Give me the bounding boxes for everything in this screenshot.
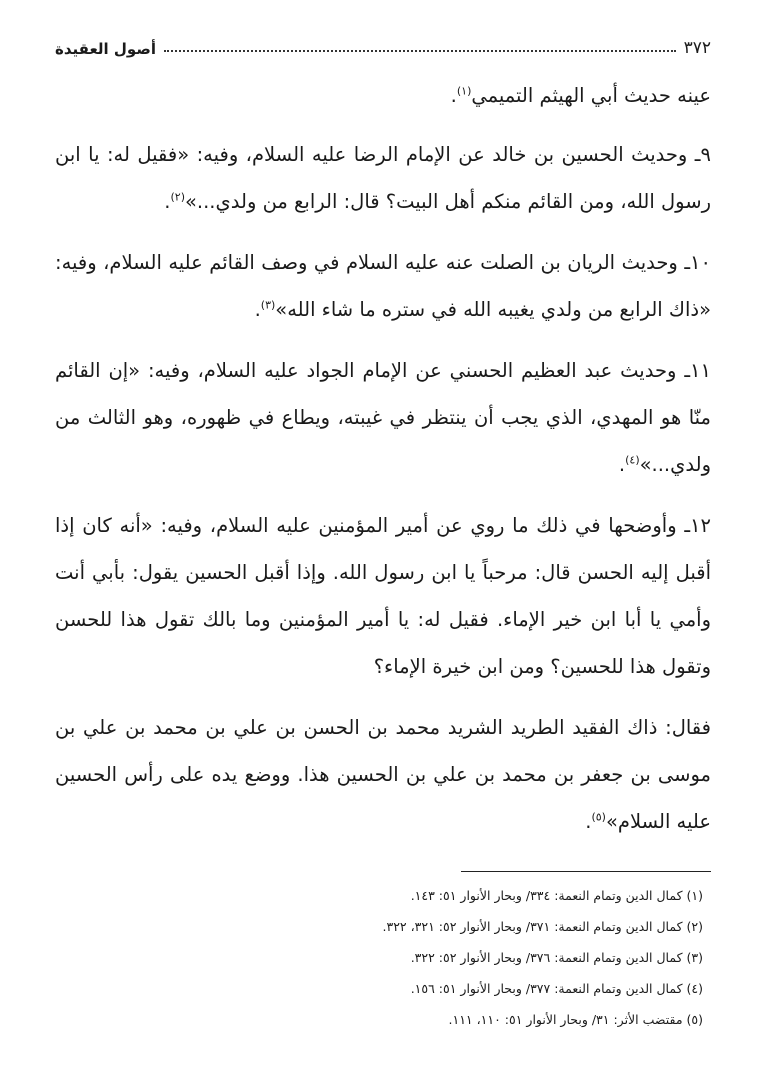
paragraph	[55, 239, 711, 333]
running-header	[55, 28, 711, 58]
paragraph-end: .	[450, 84, 457, 107]
footnote: (٢) كمال الدين وتمام النعمة: ٣٧١/ وبحار الأنوار ٥٢: ٣٢١، ٣٢٢.	[382, 919, 703, 934]
footnote: (٤) كمال الدين وتمام النعمة: ٣٧٧/ وبحار الأنوار ٥١: ١٥٦.	[410, 981, 703, 996]
paragraph-end: .	[164, 190, 171, 213]
footnotes	[55, 880, 703, 1035]
paragraph-end: .	[618, 453, 626, 476]
paragraph-text: عينه حديث أبي الهيثم التميمي	[471, 84, 711, 107]
footnote-ref: (٢)	[170, 190, 185, 204]
paragraph-end: .	[585, 810, 592, 833]
paragraph	[55, 502, 711, 690]
paragraph-text: ١٠ـ وحديث الريان بن الصلت عنه عليه السلام في وصف القائم عليه السلام، وفيه: «ذاك الرابع من ولدي يغيبه الله في ستره ما شاء الله»	[55, 251, 711, 321]
footnote-separator	[461, 871, 711, 872]
paragraph	[55, 347, 711, 488]
paragraph-text: ٩ـ وحديث الحسين بن خالد عن الإمام الرضا عليه السلام، وفيه: «فقيل له: يا ابن رسول الله، ومن القائم منكم أهل البيت؟ قال: الرابع من ولدي...»	[55, 143, 711, 213]
header-leader-dots	[164, 50, 676, 52]
main-text	[55, 72, 711, 859]
paragraph-end: .	[254, 298, 261, 321]
footnote-ref: (٤)	[625, 453, 640, 467]
paragraph	[55, 72, 711, 119]
footnote: (٥) مقتضب الأثر: ٣١/ وبحار الأنوار ٥١: ١١٠، ١١١.	[448, 1012, 703, 1027]
page-number: ٣٧٢	[683, 38, 711, 58]
footnote-ref: (٥)	[591, 810, 606, 824]
paragraph-text: فقال: ذاك الفقيد الطريد الشريد محمد بن الحسن بن علي بن محمد بن علي بن موسى بن جعفر بن محمد بن علي بن الحسين هذا. ووضع يده على رأس الحسين عليه السلام»	[55, 716, 711, 833]
footnote: (٣) كمال الدين وتمام النعمة: ٣٧٦/ وبحار الأنوار ٥٢: ٣٢٢.	[410, 950, 703, 965]
paragraph-text: ١١ـ وحديث عبد العظيم الحسني عن الإمام الجواد عليه السلام، وفيه: «إن القائم منّا هو المهدي، الذي يجب أن ينتظر في غيبته، ويطاع في ظهوره، وهو الثالث من ولدي...»	[55, 359, 711, 476]
footnote: (١) كمال الدين وتمام النعمة: ٣٣٤/ وبحار الأنوار ٥١: ١٤٣.	[410, 888, 703, 903]
book-title: أصول العقيدة	[55, 40, 156, 58]
paragraph	[55, 131, 711, 225]
footnote-ref: (١)	[456, 84, 472, 98]
footnote-ref: (٣)	[260, 298, 276, 312]
paragraph	[55, 704, 711, 845]
paragraph-text: ١٢ـ وأوضحها في ذلك ما روي عن أمير المؤمنين عليه السلام، وفيه: «أنه كان إذا أقبل إليه الحسن قال: مرحباً يا ابن رسول الله. وإذا أقبل الحسين يقول: بأبي أنت وأمي يا أبا ابن خير الإماء. فقيل له: يا أمير المؤمنين وما بالك تقول هذا للحسن وتقول هذا للحسين؟ ومن ابن خيرة الإماء؟	[55, 514, 711, 678]
